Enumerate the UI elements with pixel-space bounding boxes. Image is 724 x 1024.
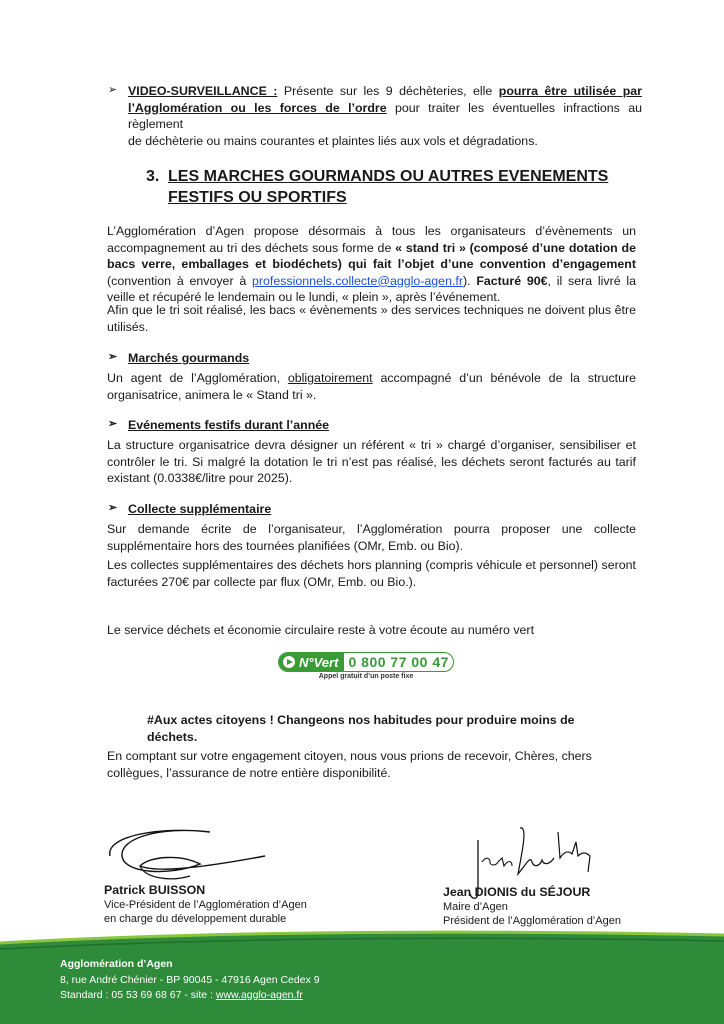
intro-paragraph-2: Afin que le tri soit réalisé, les bacs « évènements » des services techniques ne doivent plus être utilisés. xyxy=(107,303,636,334)
service-line: Le service déchets et économie circulaire reste à votre écoute au numéro vert xyxy=(107,623,535,637)
footer-org: Agglomération d’Agen xyxy=(60,958,173,970)
signatory-right-name: Jean DIONIS du SÉJOUR xyxy=(443,885,591,899)
signatory-left-title-2: en charge du développement durable xyxy=(104,913,287,925)
website-link[interactable]: www.agglo-agen.fr xyxy=(215,989,303,1001)
video-surveillance-label: VIDEO-SURVEILLANCE : xyxy=(128,84,278,98)
play-arrow-icon xyxy=(283,656,295,668)
signatory-left-title-1: Vice-Président de l’Agglomération d’Agen xyxy=(104,899,307,911)
closing-paragraph: En comptant sur votre engagement citoyen, nous vous prions de recevoir, Chères, chers collègues, l’assurance de notre entière disponibilité. xyxy=(107,749,592,780)
arrow-bullet-icon: ➢ xyxy=(108,84,118,96)
video-surveillance-bullet: ➢ VIDEO-SURVEILLANCE : Présente sur les 9 déchèteries, elle pourra être utilisée par l’Agglomération ou les forces de l’ordre pour traiter les éventuelles infractions au règlement de déchèterie ou mains courantes et plaintes liés aux vols et dégradations. xyxy=(108,84,643,148)
hashtag-line: #Aux actes citoyens ! Changeons nos habitudes pour produire moins de déchets. xyxy=(147,713,575,744)
footer-address: 8, rue André Chénier - BP 90045 - 47916 Agen Cedex 9 xyxy=(60,974,320,986)
numero-vert-number: 0 800 77 00 47 xyxy=(348,653,449,670)
arrow-bullet-icon: ➢ xyxy=(108,418,118,430)
evenements-heading: ➢ Evénements festifs durant l’année xyxy=(108,418,330,432)
arrow-bullet-icon: ➢ xyxy=(108,502,118,514)
signature-patrick-buisson xyxy=(100,826,270,884)
footer-contact: Standard : 05 53 69 68 67 - site : www.agglo-agen.fr xyxy=(60,989,303,1001)
marches-text: Un agent de l’Agglomération, obligatoirement accompagné d’un bénévole de la structure organisatrice, animera le « Stand tri ». xyxy=(107,371,636,402)
arrow-bullet-icon: ➢ xyxy=(108,351,118,363)
marches-heading: ➢ Marchés gourmands xyxy=(108,351,250,365)
signatory-right-title-1: Maire d’Agen xyxy=(443,901,508,913)
email-link[interactable]: professionnels.collecte@agglo-agen.fr xyxy=(252,273,463,288)
collecte-text-2: Les collectes supplémentaires des déchets hors planning (compris véhicule et personnel) seront facturées 270€ par collecte par flux (OMr, Emb. ou Bio.). xyxy=(107,558,636,589)
section-3-title: 3. LES MARCHES GOURMANDS OU AUTRES EVENEMENTS FESTIFS OU SPORTIFS xyxy=(146,168,609,206)
collecte-text-1: Sur demande écrite de l’organisateur, l’Agglomération pourra proposer une collecte supplémentaire hors des tournées planifiées (OMr, Emb. ou Bio). xyxy=(107,522,636,553)
signatory-right-title-2: Président de l’Agglomération d’Agen xyxy=(443,915,621,927)
numero-vert-badge: N°Vert 0 800 77 00 47 xyxy=(278,652,454,672)
numero-vert-subtitle: Appel gratuit d’un poste fixe xyxy=(318,673,414,680)
signatory-left-name: Patrick BUISSON xyxy=(104,883,206,897)
intro-paragraph: L’Agglomération d’Agen propose désormais à tous les organisateurs d’évènements un accompagnement au tri des déchets sous forme de « stand tri » (composé d’une dotation de bacs verre, emballages et biodéchets) qui fait l’objet d’une convention d’engagement (convention à envoyer à professionnels.collecte@agglo-agen.fr). Facturé 90€, il sera livré la veille et récupéré le lendemain ou le lundi, « plein », après l’événement. xyxy=(107,224,637,305)
evenements-text: La structure organisatrice devra désigner un référent « tri » chargé d’organiser, sensibiliser et contrôler le tri. Si malgré la dotation le tri n’est pas réalisé, les déchets seront facturés au tarif existant (0.0338€/litre pour 2025). xyxy=(107,438,636,486)
collecte-heading: ➢ Collecte supplémentaire xyxy=(108,502,272,516)
